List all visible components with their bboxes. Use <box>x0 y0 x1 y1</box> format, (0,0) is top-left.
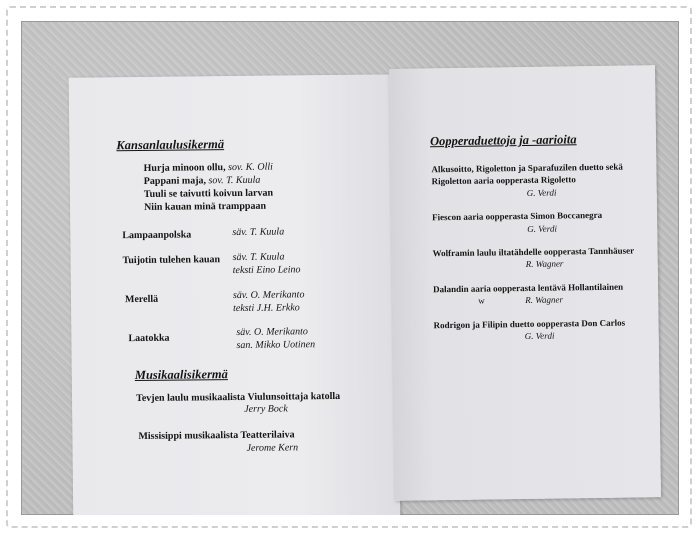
opera-mark: w <box>478 295 485 306</box>
song-credit: teksti Eino Leino <box>232 264 301 277</box>
opera-composer: G. Verdi <box>524 330 555 342</box>
musical-title: Missisippi musikaalista Teatterilaiva <box>138 429 295 443</box>
opera-item-line: Rigoletton aaria oopperasta Rigoletto <box>431 174 576 187</box>
section-title-opera: Oopperaduettoja ja -aarioita <box>429 132 577 149</box>
opera-item-line: Dalandin aaria oopperasta lentävä Hollantilainen <box>433 281 624 295</box>
medley-item: Pappani maja, sov. T. Kuula <box>143 174 261 187</box>
song-credit: san. Mikko Uotinen <box>236 339 316 351</box>
musical-title: Tevjen laulu musikaalista Viulunsoittaja katolla <box>135 390 341 405</box>
opera-item-line: Fiescon aaria oopperasta Simon Boccanegra <box>432 209 603 223</box>
song-credit: säv. O. Merikanto <box>232 289 305 302</box>
song-title: Merellä <box>124 293 159 306</box>
song-credit: säv. T. Kuula <box>232 251 285 264</box>
song-credit: säv. T. Kuula <box>232 226 285 239</box>
opera-composer: R. Wagner <box>525 258 564 269</box>
left-page <box>69 74 401 515</box>
opera-composer: G. Verdi <box>526 187 557 198</box>
section-title-musical-medley: Musikaalisikermä <box>134 367 228 383</box>
song-title: Tuijotin tulehen kauan <box>122 254 221 267</box>
opera-item-line: Rodrigon ja Filipin duetto oopperasta Don Carlos <box>433 317 626 331</box>
section-title-folk-medley: Kansanlaulusikermä <box>116 137 225 153</box>
opera-composer: R. Wagner <box>525 294 563 305</box>
song-credit: säv. O. Merikanto <box>236 326 308 338</box>
medley-item: Niin kauan minä tramppaan <box>143 200 267 213</box>
medley-item: Hurja minoon ollu, sov. K. Olli <box>143 161 273 174</box>
musical-composer: Jerome Kern <box>246 442 299 454</box>
song-title: Laatokka <box>128 332 170 345</box>
song-title: Lampaanpolska <box>122 229 192 242</box>
musical-composer: Jerry Bock <box>244 403 288 415</box>
photo <box>21 21 679 515</box>
medley-item: Tuuli se taivutti koivun larvan <box>143 187 274 200</box>
song-credit: teksti J.H. Erkko <box>233 302 300 315</box>
opera-composer: G. Verdi <box>527 223 557 234</box>
opera-item-line: Wolframin laulu iltatähdelle oopperasta Tannhäuser <box>432 245 635 259</box>
right-page <box>389 65 661 501</box>
opera-item-line: Alkusoitto, Rigoletton ja Sparafuzilen duetto sekä <box>431 161 623 175</box>
